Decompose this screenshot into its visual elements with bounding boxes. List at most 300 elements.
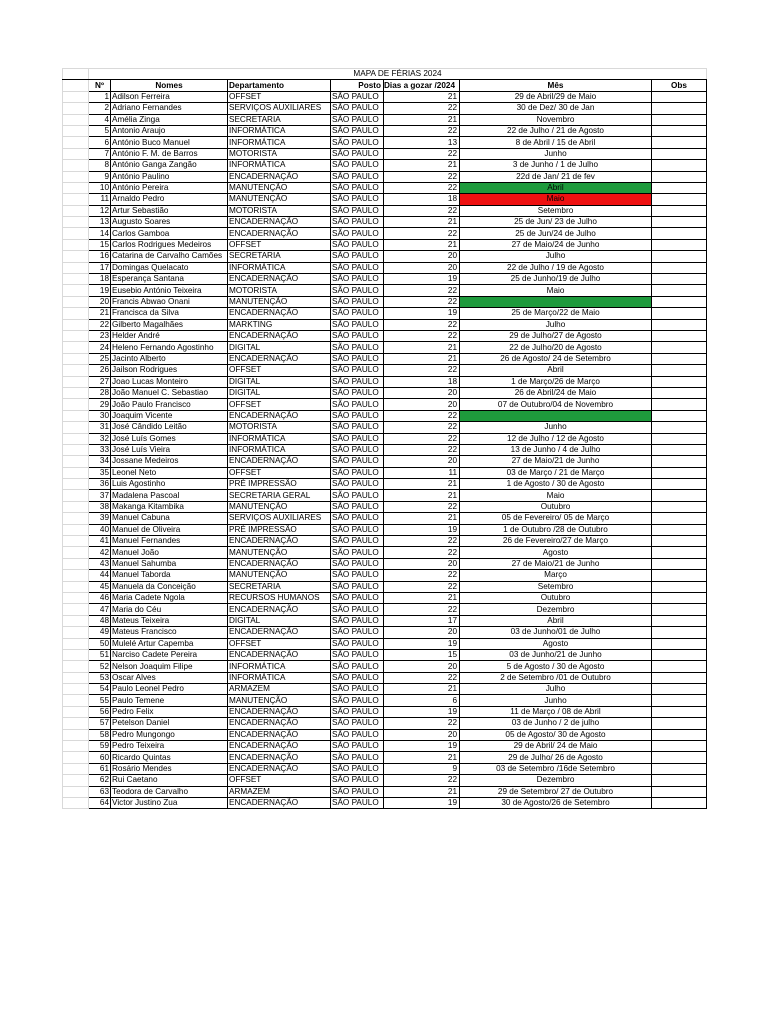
cell-departamento: ENCADERNAÇÃO (228, 627, 331, 638)
row-margin-cell (63, 501, 89, 512)
cell-nome: Heleno Fernando Agostinho (111, 342, 228, 353)
cell-departamento: MANUTENÇÃO (228, 501, 331, 512)
cell-nome: Helder André (111, 330, 228, 341)
cell-mes: 13 de Junho / 4 de Julho (460, 444, 652, 455)
cell-numero: 2 (89, 103, 111, 114)
table-row (63, 171, 707, 182)
cell-mes: 22 de Julho / 21 de Agosto (460, 125, 652, 136)
cell-dias: 19 (384, 798, 460, 809)
cell-posto: SÃO PAULO (331, 239, 384, 250)
cell-obs (652, 536, 707, 547)
cell-posto: SÃO PAULO (331, 775, 384, 786)
cell-dias: 13 (384, 137, 460, 148)
cell-obs (652, 661, 707, 672)
cell-posto: SÃO PAULO (331, 570, 384, 581)
table-row (63, 695, 707, 706)
cell-nome: Adriano Fernandes (111, 103, 228, 114)
cell-posto: SÃO PAULO (331, 114, 384, 125)
cell-departamento: MANUTENÇÃO (228, 296, 331, 307)
cell-obs (652, 524, 707, 535)
cell-obs (652, 444, 707, 455)
cell-departamento: OFFSET (228, 467, 331, 478)
cell-departamento: RECURSOS HUMANOS (228, 592, 331, 603)
cell-numero: 7 (89, 148, 111, 159)
cell-numero: 60 (89, 752, 111, 763)
cell-dias: 22 (384, 365, 460, 376)
cell-numero: 22 (89, 319, 111, 330)
cell-numero: 32 (89, 433, 111, 444)
table-row (63, 444, 707, 455)
cell-numero: 59 (89, 741, 111, 752)
cell-departamento: SERVIÇOS AUXILIARES (228, 513, 331, 524)
cell-nome: Teodora de Carvalho (111, 786, 228, 797)
cell-obs (652, 171, 707, 182)
cell-numero: 64 (89, 798, 111, 809)
cell-numero: 55 (89, 695, 111, 706)
table-row (63, 627, 707, 638)
cell-dias: 21 (384, 239, 460, 250)
table-row (63, 422, 707, 433)
cell-nome: Jacinto Alberto (111, 353, 228, 364)
cell-posto: SÃO PAULO (331, 536, 384, 547)
cell-obs (652, 308, 707, 319)
cell-posto: SÃO PAULO (331, 103, 384, 114)
cell-departamento: INFORMÁTICA (228, 125, 331, 136)
table-row (63, 456, 707, 467)
cell-obs (652, 479, 707, 490)
table-row (63, 137, 707, 148)
cell-mes: 29 de Abril/29 de Maio (460, 91, 652, 102)
vacation-map-sheet (62, 68, 706, 809)
cell-posto: SÃO PAULO (331, 387, 384, 398)
cell-departamento: INFORMÁTICA (228, 661, 331, 672)
cell-obs (652, 490, 707, 501)
cell-mes: 25 de Jun/ 23 de Julho (460, 217, 652, 228)
cell-nome: Mateus Teixeira (111, 615, 228, 626)
cell-nome: Victor Justino Zua (111, 798, 228, 809)
cell-posto: SÃO PAULO (331, 501, 384, 512)
cell-numero: 5 (89, 125, 111, 136)
row-margin-cell (63, 581, 89, 592)
cell-numero: 44 (89, 570, 111, 581)
cell-dias: 22 (384, 775, 460, 786)
cell-obs (652, 604, 707, 615)
cell-numero: 15 (89, 239, 111, 250)
cell-dias: 22 (384, 148, 460, 159)
cell-departamento: INFORMÁTICA (228, 672, 331, 683)
cell-numero: 18 (89, 274, 111, 285)
cell-nome: Madalena Pascoal (111, 490, 228, 501)
row-margin-cell (63, 319, 89, 330)
row-margin-cell (63, 160, 89, 171)
cell-posto: SÃO PAULO (331, 649, 384, 660)
table-row (63, 684, 707, 695)
header-row (63, 80, 707, 91)
cell-numero: 46 (89, 592, 111, 603)
cell-obs (652, 387, 707, 398)
cell-departamento: ENCADERNAÇÃO (228, 456, 331, 467)
table-row (63, 798, 707, 809)
cell-mes: Dezembro (460, 604, 652, 615)
cell-posto: SÃO PAULO (331, 160, 384, 171)
cell-nome: Augusto Soares (111, 217, 228, 228)
cell-obs (652, 251, 707, 262)
cell-dias: 20 (384, 661, 460, 672)
cell-obs (652, 365, 707, 376)
row-margin-cell (63, 410, 89, 421)
cell-nome: Esperança Santana (111, 274, 228, 285)
cell-mes: 30 de Dez/ 30 de Jan (460, 103, 652, 114)
table-row (63, 558, 707, 569)
table-row (63, 353, 707, 364)
cell-departamento: OFFSET (228, 638, 331, 649)
table-row (63, 615, 707, 626)
cell-dias: 19 (384, 524, 460, 535)
table-row (63, 661, 707, 672)
table-row (63, 706, 707, 717)
table-row (63, 513, 707, 524)
cell-mes (460, 410, 652, 421)
cell-mes: 8 de Abril / 15 de Abril (460, 137, 652, 148)
cell-obs (652, 217, 707, 228)
cell-nome: Domingas Quelacato (111, 262, 228, 273)
cell-nome: António Paulino (111, 171, 228, 182)
cell-obs (652, 513, 707, 524)
cell-mes: Julho (460, 319, 652, 330)
cell-mes: Junho (460, 695, 652, 706)
cell-numero: 42 (89, 547, 111, 558)
cell-nome: Manuel João (111, 547, 228, 558)
cell-nome: Rui Caetano (111, 775, 228, 786)
row-margin-cell (63, 684, 89, 695)
cell-obs (652, 228, 707, 239)
cell-mes: 03 de Junho/01 de Julho (460, 627, 652, 638)
cell-obs (652, 330, 707, 341)
cell-mes: 22 de Julho / 19 de Agosto (460, 262, 652, 273)
cell-dias: 20 (384, 729, 460, 740)
cell-dias: 18 (384, 194, 460, 205)
cell-nome: Francis Abwao Onani (111, 296, 228, 307)
cell-departamento: OFFSET (228, 775, 331, 786)
cell-posto: SÃO PAULO (331, 433, 384, 444)
cell-mes: 05 de Fevereiro/ 05 de Março (460, 513, 652, 524)
cell-obs (652, 649, 707, 660)
cell-nome: Manuel de Oliveira (111, 524, 228, 535)
table-row (63, 125, 707, 136)
table-row (63, 467, 707, 478)
cell-mes: 27 de Maio/24 de Junho (460, 239, 652, 250)
cell-departamento: SERVIÇOS AUXILIARES (228, 103, 331, 114)
table-row (63, 387, 707, 398)
cell-numero: 19 (89, 285, 111, 296)
cell-posto: SÃO PAULO (331, 182, 384, 193)
table-row (63, 672, 707, 683)
cell-posto: SÃO PAULO (331, 729, 384, 740)
cell-nome: Pedro Felix (111, 706, 228, 717)
row-margin-cell (63, 217, 89, 228)
cell-mes: 29 de Julho/27 de Agosto (460, 330, 652, 341)
cell-numero: 58 (89, 729, 111, 740)
row-margin-cell (63, 148, 89, 159)
cell-mes: 07 de Outubro/04 de Novembro (460, 399, 652, 410)
cell-numero: 10 (89, 182, 111, 193)
cell-mes: 05 de Agosto/ 30 de Agosto (460, 729, 652, 740)
table-row (63, 729, 707, 740)
cell-dias: 20 (384, 251, 460, 262)
row-margin-cell (63, 649, 89, 660)
cell-mes: 11 de Março / 08 de Abril (460, 706, 652, 717)
cell-departamento: MANUTENÇÃO (228, 194, 331, 205)
cell-obs (652, 239, 707, 250)
row-margin-cell (63, 296, 89, 307)
cell-mes: Junho (460, 148, 652, 159)
table-row (63, 274, 707, 285)
row-margin-cell (63, 262, 89, 273)
cell-numero: 14 (89, 228, 111, 239)
cell-numero: 45 (89, 581, 111, 592)
cell-dias: 21 (384, 592, 460, 603)
cell-obs (652, 627, 707, 638)
cell-departamento: MANUTENÇÃO (228, 570, 331, 581)
cell-numero: 39 (89, 513, 111, 524)
cell-numero: 50 (89, 638, 111, 649)
cell-numero: 51 (89, 649, 111, 660)
cell-mes: 5 de Agosto / 30 de Agosto (460, 661, 652, 672)
cell-posto: SÃO PAULO (331, 763, 384, 774)
cell-nome: Gilberto Magalhães (111, 319, 228, 330)
row-margin-cell (63, 479, 89, 490)
row-margin-cell (63, 308, 89, 319)
cell-dias: 22 (384, 581, 460, 592)
cell-obs (652, 547, 707, 558)
cell-mes: 26 de Agosto/ 24 de Setembro (460, 353, 652, 364)
cell-posto: SÃO PAULO (331, 171, 384, 182)
cell-posto: SÃO PAULO (331, 205, 384, 216)
cell-dias: 22 (384, 228, 460, 239)
table-row (63, 775, 707, 786)
cell-numero: 27 (89, 376, 111, 387)
cell-mes: Maio (460, 194, 652, 205)
cell-posto: SÃO PAULO (331, 741, 384, 752)
cell-posto: SÃO PAULO (331, 262, 384, 273)
cell-departamento: ENCADERNAÇÃO (228, 729, 331, 740)
cell-dias: 22 (384, 433, 460, 444)
cell-obs (652, 581, 707, 592)
table-row (63, 410, 707, 421)
table-row (63, 433, 707, 444)
cell-departamento: SECRETARIA (228, 251, 331, 262)
cell-nome: Leonel Neto (111, 467, 228, 478)
cell-departamento: INFORMÁTICA (228, 160, 331, 171)
table-row (63, 638, 707, 649)
cell-obs (652, 570, 707, 581)
cell-posto: SÃO PAULO (331, 661, 384, 672)
cell-posto: SÃO PAULO (331, 695, 384, 706)
row-margin-cell (63, 752, 89, 763)
cell-obs (652, 296, 707, 307)
cell-mes: 26 de Fevereiro/27 de Março (460, 536, 652, 547)
row-margin-cell (63, 672, 89, 683)
cell-mes: 1 de Outubro /28 de Outubro (460, 524, 652, 535)
cell-dias: 22 (384, 410, 460, 421)
cell-departamento: ENCADERNAÇÃO (228, 604, 331, 615)
cell-mes: 03 de Junho / 2 de julho (460, 718, 652, 729)
row-margin-cell (63, 387, 89, 398)
cell-dias: 22 (384, 672, 460, 683)
cell-posto: SÃO PAULO (331, 194, 384, 205)
cell-posto: SÃO PAULO (331, 125, 384, 136)
table-row (63, 308, 707, 319)
cell-obs (652, 786, 707, 797)
cell-obs (652, 137, 707, 148)
cell-numero: 35 (89, 467, 111, 478)
row-margin-cell (63, 365, 89, 376)
row-margin-cell (63, 205, 89, 216)
cell-dias: 20 (384, 627, 460, 638)
row-margin-cell (63, 91, 89, 102)
cell-dias: 15 (384, 649, 460, 660)
cell-posto: SÃO PAULO (331, 638, 384, 649)
cell-departamento: ENCADERNAÇÃO (228, 536, 331, 547)
cell-nome: António Buco Manuel (111, 137, 228, 148)
cell-nome: Adilson Ferreira (111, 91, 228, 102)
cell-mes: Agosto (460, 547, 652, 558)
table-row (63, 718, 707, 729)
cell-numero: 43 (89, 558, 111, 569)
table-row (63, 524, 707, 535)
row-margin-cell (63, 706, 89, 717)
cell-posto: SÃO PAULO (331, 410, 384, 421)
cell-nome: Carlos Gamboa (111, 228, 228, 239)
row-margin-cell (63, 376, 89, 387)
cell-obs (652, 433, 707, 444)
cell-obs (652, 741, 707, 752)
cell-mes: Outubro (460, 592, 652, 603)
cell-departamento: OFFSET (228, 91, 331, 102)
header-numero: Nº (89, 80, 111, 91)
cell-dias: 22 (384, 547, 460, 558)
cell-departamento: OFFSET (228, 365, 331, 376)
cell-obs (652, 148, 707, 159)
row-margin-cell (63, 615, 89, 626)
cell-nome: Artur Sebastião (111, 205, 228, 216)
title-row (63, 69, 707, 80)
cell-mes: 25 de Jun/24 de Julho (460, 228, 652, 239)
cell-dias: 19 (384, 308, 460, 319)
cell-departamento: ARMAZEM (228, 684, 331, 695)
cell-posto: SÃO PAULO (331, 296, 384, 307)
cell-nome: Jossane Medeiros (111, 456, 228, 467)
table-row (63, 217, 707, 228)
cell-obs (652, 718, 707, 729)
cell-mes: 1 de Março/26 de Março (460, 376, 652, 387)
cell-mes: 1 de Agosto / 30 de Agosto (460, 479, 652, 490)
cell-posto: SÃO PAULO (331, 353, 384, 364)
cell-numero: 12 (89, 205, 111, 216)
cell-posto: SÃO PAULO (331, 592, 384, 603)
cell-dias: 22 (384, 285, 460, 296)
table-row (63, 376, 707, 387)
table-row (63, 604, 707, 615)
cell-posto: SÃO PAULO (331, 490, 384, 501)
cell-departamento: ARMAZEM (228, 786, 331, 797)
table-row (63, 114, 707, 125)
cell-departamento: OFFSET (228, 399, 331, 410)
cell-obs (652, 501, 707, 512)
table-row (63, 547, 707, 558)
cell-obs (652, 114, 707, 125)
cell-nome: José Cândido Leitão (111, 422, 228, 433)
cell-departamento: MOTORISTA (228, 285, 331, 296)
cell-posto: SÃO PAULO (331, 251, 384, 262)
table-row (63, 365, 707, 376)
cell-departamento: MARKTING (228, 319, 331, 330)
cell-obs (652, 353, 707, 364)
row-margin-cell (63, 524, 89, 535)
table-row (63, 251, 707, 262)
cell-posto: SÃO PAULO (331, 672, 384, 683)
cell-dias: 21 (384, 752, 460, 763)
cell-dias: 19 (384, 274, 460, 285)
cell-nome: António Ganga Zangão (111, 160, 228, 171)
cell-obs (652, 592, 707, 603)
cell-departamento: ENCADERNAÇÃO (228, 752, 331, 763)
cell-numero: 26 (89, 365, 111, 376)
cell-posto: SÃO PAULO (331, 615, 384, 626)
cell-posto: SÃO PAULO (331, 718, 384, 729)
cell-dias: 17 (384, 615, 460, 626)
cell-departamento: ENCADERNAÇÃO (228, 718, 331, 729)
header-nomes: Nomes (111, 80, 228, 91)
cell-numero: 30 (89, 410, 111, 421)
cell-dias: 22 (384, 718, 460, 729)
cell-departamento: ENCADERNAÇÃO (228, 228, 331, 239)
cell-dias: 22 (384, 570, 460, 581)
table-row (63, 399, 707, 410)
cell-dias: 22 (384, 103, 460, 114)
row-margin-cell (63, 547, 89, 558)
cell-posto: SÃO PAULO (331, 399, 384, 410)
cell-departamento: ENCADERNAÇÃO (228, 217, 331, 228)
row-margin-cell (63, 798, 89, 809)
cell-numero: 61 (89, 763, 111, 774)
cell-nome: Pedro Mungongo (111, 729, 228, 740)
row-margin-cell (63, 330, 89, 341)
cell-departamento: ENCADERNAÇÃO (228, 274, 331, 285)
cell-nome: Mateus Francisco (111, 627, 228, 638)
table-body (63, 91, 707, 809)
cell-nome: Makanga Kitambika (111, 501, 228, 512)
cell-posto: SÃO PAULO (331, 752, 384, 763)
cell-dias: 11 (384, 467, 460, 478)
table-row (63, 570, 707, 581)
cell-posto: SÃO PAULO (331, 456, 384, 467)
cell-numero: 11 (89, 194, 111, 205)
cell-nome: Narciso Cadete Pereira (111, 649, 228, 660)
cell-dias: 22 (384, 604, 460, 615)
cell-departamento: INFORMÁTICA (228, 262, 331, 273)
header-posto: Posto (331, 80, 384, 91)
cell-posto: SÃO PAULO (331, 91, 384, 102)
cell-obs (652, 285, 707, 296)
row-margin-cell (63, 536, 89, 547)
cell-obs (652, 319, 707, 330)
cell-obs (652, 752, 707, 763)
cell-dias: 22 (384, 330, 460, 341)
row-margin-cell (63, 729, 89, 740)
table-row (63, 103, 707, 114)
cell-departamento: DIGITAL (228, 376, 331, 387)
